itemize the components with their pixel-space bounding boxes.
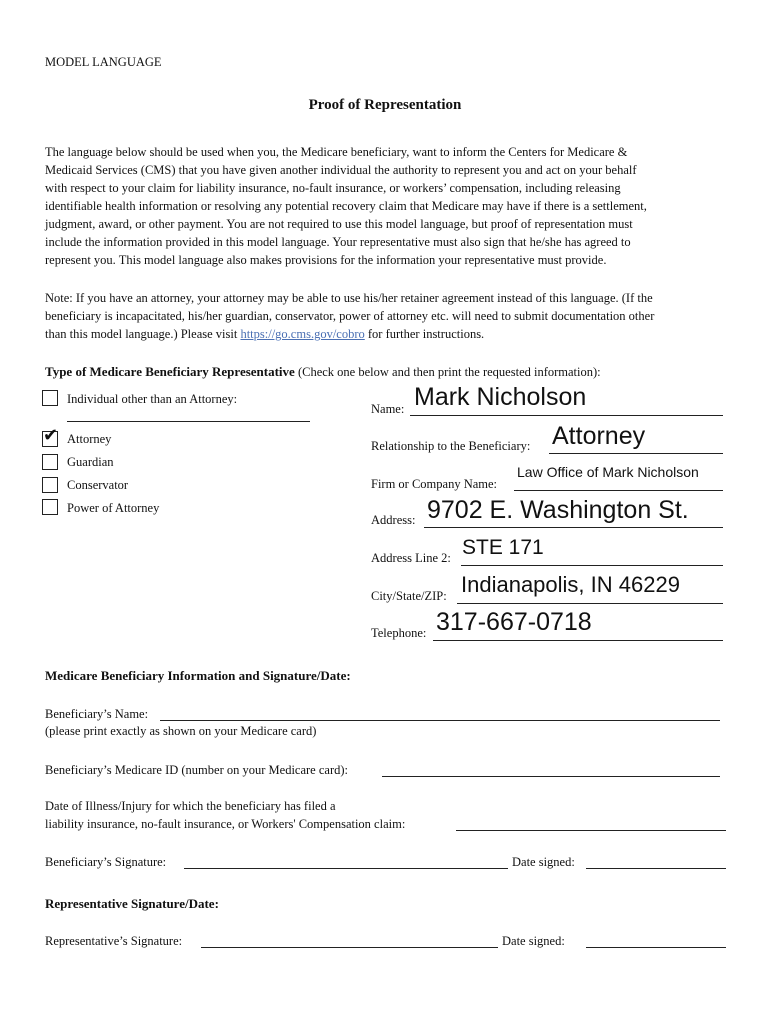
- city-value: Indianapolis, IN 46229: [461, 572, 680, 597]
- beneficiary-name-field[interactable]: [160, 720, 720, 721]
- address2-value: STE 171: [462, 536, 544, 559]
- illness-date-label-line2: liability insurance, no-fault insurance, or Workers' Compensation claim:: [45, 817, 406, 831]
- city-field[interactable]: [457, 603, 723, 604]
- cobro-link[interactable]: https://go.cms.gov/cobro: [240, 327, 365, 341]
- relationship-value: Attorney: [552, 422, 646, 450]
- illness-date-field[interactable]: [456, 830, 726, 831]
- representative-signature-field[interactable]: [201, 947, 498, 948]
- intro-line: include the information provided in this model language. Your representative must also sign that he/she has agreed to: [45, 235, 631, 249]
- intro-line: represent you. This model language also makes provisions for the information your representative must provide.: [45, 253, 607, 267]
- address-field[interactable]: [424, 527, 723, 528]
- intro-line: with respect to your claim for liability insurance, no-fault insurance, or workers’ compensation, including releasing: [45, 181, 621, 195]
- representative-date-label: Date signed:: [502, 934, 565, 948]
- name-label: Name:: [371, 402, 405, 416]
- firm-label: Firm or Company Name:: [371, 477, 498, 491]
- model-language-label: MODEL LANGUAGE: [45, 55, 162, 69]
- intro-line: The language below should be used when you, the Medicare beneficiary, want to inform the Centers for Medicare &: [45, 145, 628, 159]
- medicare-id-label: Beneficiary’s Medicare ID (number on your Medicare card):: [45, 763, 348, 777]
- representative-signature-label: Representative’s Signature:: [45, 934, 183, 948]
- representative-date-field[interactable]: [586, 947, 726, 948]
- beneficiary-signature-label: Beneficiary’s Signature:: [45, 855, 167, 869]
- option-label-conservator: Conservator: [67, 478, 129, 492]
- address-label: Address:: [371, 513, 416, 527]
- check-mark-icon: ✔: [43, 425, 59, 446]
- address2-label: Address Line 2:: [371, 551, 451, 565]
- option-label-power-of-attorney: Power of Attorney: [67, 501, 160, 515]
- intro-line: identifiable health information or resolving any potential recovery claim that Medicare may have if there is a settlement,: [45, 199, 647, 213]
- option-label-guardian: Guardian: [67, 455, 114, 469]
- checkbox-power-of-attorney[interactable]: [42, 499, 58, 515]
- individual-name-line[interactable]: [67, 421, 310, 422]
- illness-date-label-line1: Date of Illness/Injury for which the beneficiary has filed a: [45, 799, 336, 813]
- intro-line: judgment, award, or other payment. You are not required to use this model language, but proof of representation must: [45, 217, 633, 231]
- checkbox-conservator[interactable]: [42, 477, 58, 493]
- checkbox-attorney[interactable]: [42, 425, 59, 447]
- option-label-individual: Individual other than an Attorney:: [67, 392, 238, 406]
- beneficiary-name-hint: (please print exactly as shown on your Medicare card): [45, 724, 317, 738]
- telephone-label: Telephone:: [371, 626, 427, 640]
- telephone-field[interactable]: [433, 640, 723, 641]
- intro-paragraph: [45, 143, 725, 269]
- medicare-id-field[interactable]: [382, 776, 720, 777]
- representative-heading: Representative Signature/Date:: [45, 896, 219, 911]
- telephone-value: 317-667-0718: [436, 608, 592, 636]
- firm-field[interactable]: [514, 490, 723, 491]
- beneficiary-name-label: Beneficiary’s Name:: [45, 707, 149, 721]
- beneficiary-date-label: Date signed:: [512, 855, 575, 869]
- note-line: beneficiary is incapacitated, his/her guardian, conservator, power of attorney etc. will need to submit documentation other: [45, 309, 655, 323]
- relationship-label: Relationship to the Beneficiary:: [371, 439, 531, 453]
- beneficiary-signature-field[interactable]: [184, 868, 508, 869]
- beneficiary-date-field[interactable]: [586, 868, 726, 869]
- address-value: 9702 E. Washington St.: [427, 496, 689, 524]
- beneficiary-heading: Medicare Beneficiary Information and Signature/Date:: [45, 668, 351, 683]
- intro-line: Medicaid Services (CMS) that you have given another individual the authority to represent you and act on your behalf: [45, 163, 637, 177]
- option-label-attorney: Attorney: [67, 432, 112, 446]
- relationship-field[interactable]: [549, 453, 723, 454]
- city-label: City/State/ZIP:: [371, 589, 447, 603]
- firm-value: Law Office of Mark Nicholson: [517, 464, 699, 480]
- name-field[interactable]: [410, 415, 723, 416]
- document-title: Proof of Representation: [308, 97, 462, 113]
- checkbox-individual[interactable]: [42, 390, 58, 406]
- rep-type-heading: Type of Medicare Beneficiary Representative (Check one below and then print the requested information):: [45, 364, 601, 379]
- checkbox-guardian[interactable]: [42, 454, 58, 470]
- note-line: than this model language.) Please visit https://go.cms.gov/cobro for further instructions.: [45, 327, 485, 341]
- note-paragraph: [45, 289, 725, 343]
- name-value: Mark Nicholson: [414, 383, 587, 411]
- note-line: Note: If you have an attorney, your attorney may be able to use his/her retainer agreement instead of this language. (If the: [45, 291, 653, 305]
- address2-field[interactable]: [461, 565, 723, 566]
